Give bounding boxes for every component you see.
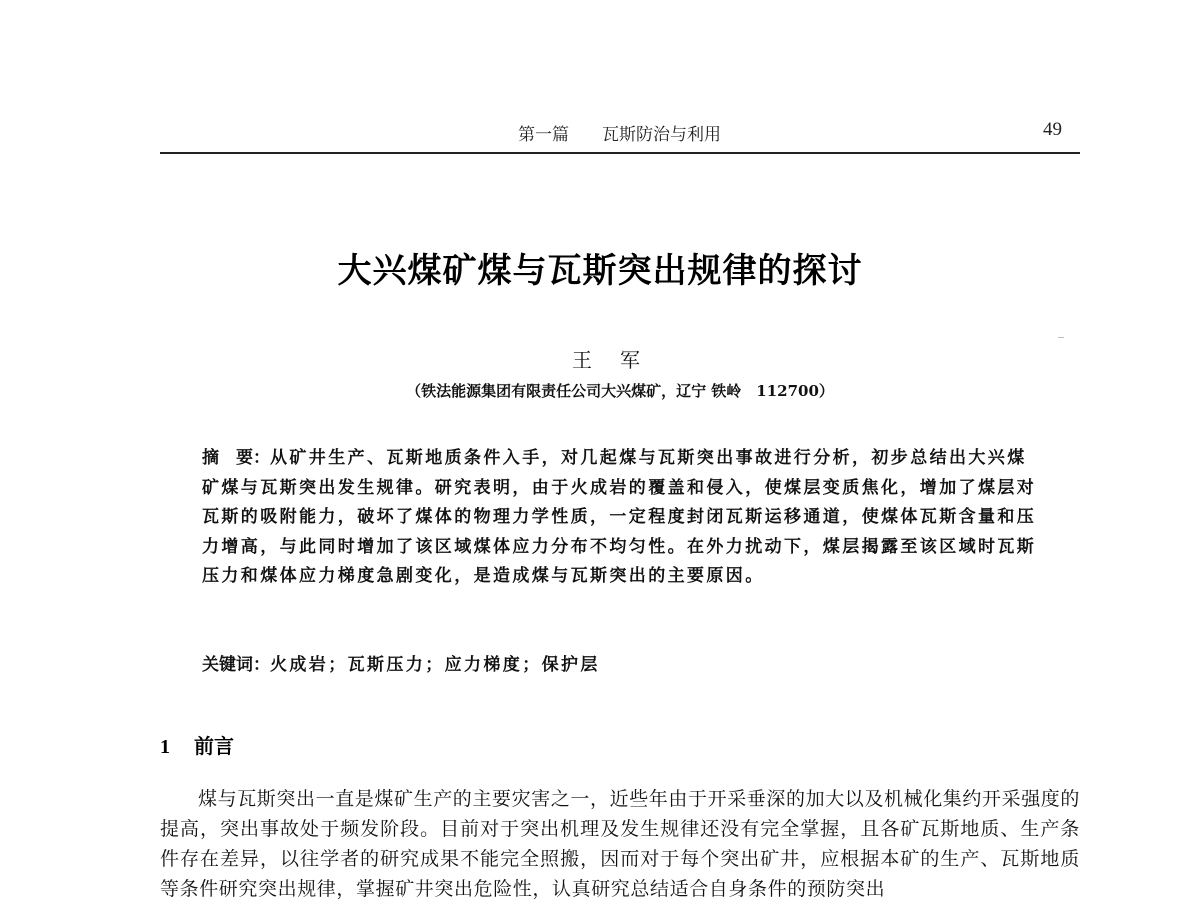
running-header [160,118,1080,154]
header-part-name: 第一篇 [518,125,569,145]
header-part-title: 瓦斯防治与利用 [602,125,721,145]
author-name: 王军 [572,348,668,372]
body-paragraph: 煤与瓦斯突出一直是煤矿生产的主要灾害之一，近些年由于开采垂深的加大以及机械化集约开采强度的提高，突出事故处于频发阶段。目前对于突出机理及发生规律还没有完全掌握，且各矿瓦斯地质、生产条件存在差异，以往学者的研究成果不能完全照搬，因而对于每个突出矿井，应根据本矿的生产、瓦斯地质等条件研究突出规律，掌握矿井突出危险性，认真研究总结适合自身条件的预防突出 [160,788,1081,900]
abstract-label: 摘 要： [202,448,270,468]
abstract-text: 从矿井生产、瓦斯地质条件入手，对几起煤与瓦斯突出事故进行分析，初步总结出大兴煤矿煤与瓦斯突出发生规律。研究表明，由于火成岩的覆盖和侵入，使煤层变质焦化，增加了煤层对瓦斯的吸附能力，破坏了煤体的物理力学性质，一定程度封闭瓦斯运移通道，使煤体瓦斯含量和压力增高，与此同时增加了该区域煤体应力分布不均匀性。在外力扰动下，煤层揭露至该区域时瓦斯压力和煤体应力梯度急剧变化，是造成煤与瓦斯突出的主要原因。 [202,448,1037,586]
author-affiliation: （铁法能源集团有限责任公司大兴煤矿，辽宁 铁岭 112700） [406,382,834,400]
section-heading [160,730,234,759]
section-title: 前言 [194,734,234,758]
keywords-text: 火成岩；瓦斯压力；应力梯度；保护层 [270,655,600,675]
article-title: 大兴煤矿煤与瓦斯突出规律的探讨 [337,251,863,291]
keywords-label: 关键词： [202,655,270,675]
page-number: 49 [1043,119,1062,140]
scan-mark [1058,337,1064,338]
section-number: 1 [160,736,170,758]
keywords [202,650,600,675]
abstract [202,444,1042,592]
